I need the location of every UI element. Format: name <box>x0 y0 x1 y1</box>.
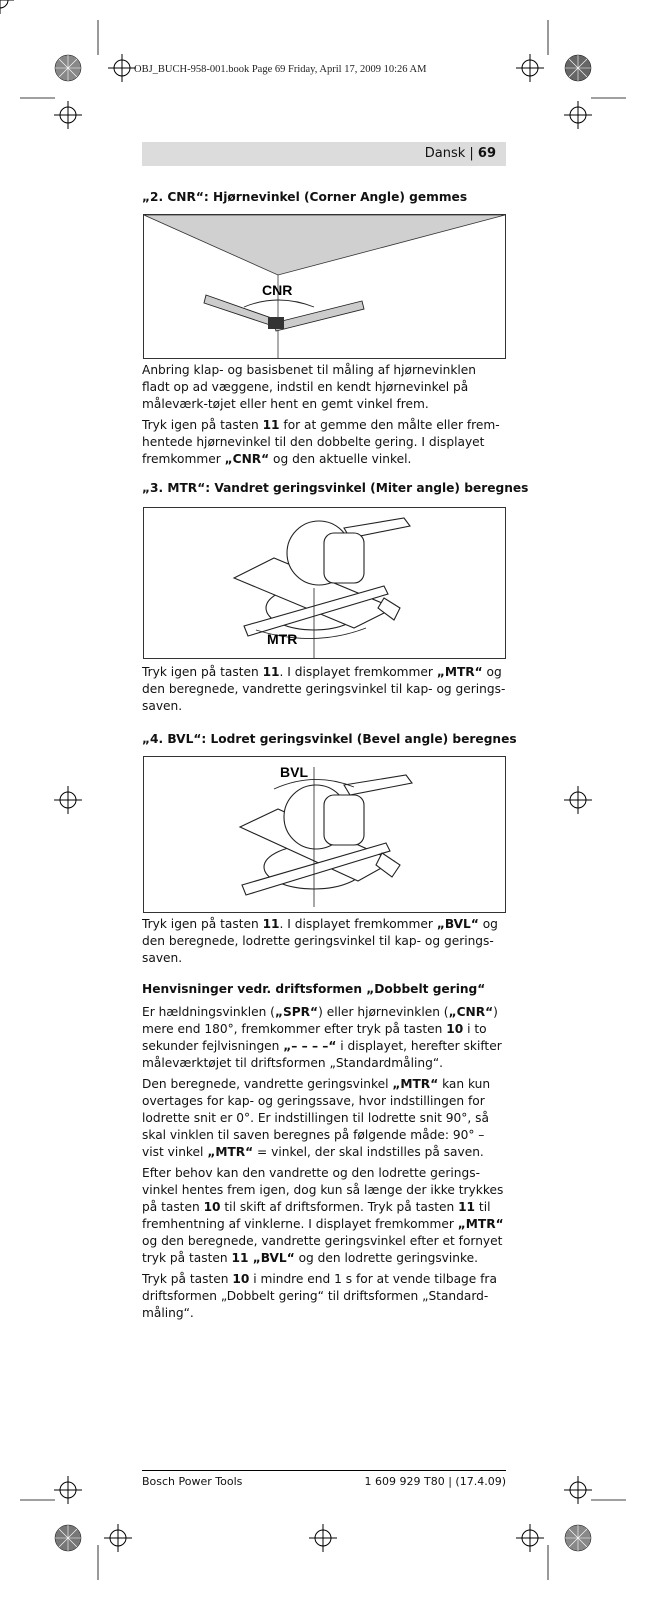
display-code: „MTR“ <box>392 1077 439 1091</box>
text: Tryk på tasten <box>142 1272 233 1286</box>
figure-mtr <box>143 507 506 659</box>
text: ) eller hjørnevinklen ( <box>318 1005 449 1019</box>
figure-label-cnr: CNR <box>262 282 293 298</box>
figure-cnr <box>143 214 506 359</box>
mtr-paragraph <box>142 664 506 715</box>
text: Efter behov kan den vandrette og den lodrette gerings-vinkel hentes frem igen, dog kun så længe der ikke trykkes på tasten <box>142 1166 504 1214</box>
text: Tryk igen på tasten <box>142 917 263 931</box>
section-bvl-body <box>142 916 506 971</box>
display-code: „SPR“ <box>274 1005 319 1019</box>
text: Er hældningsvinklen ( <box>142 1005 275 1019</box>
display-code: „MTR“ <box>457 1217 504 1231</box>
text: kan kun overtages for kap- og geringssave, hvor indstillingen for lodrette snit er 0°. Er indstillingen til lodrette snit 90°, så skal vinklen til saven beregnes på følgende måde: 90° – vist vinkel <box>142 1077 491 1159</box>
figure-label-bvl: BVL <box>280 764 308 780</box>
text: Tryk igen på tasten <box>142 418 263 432</box>
display-code: „BVL“ <box>248 1251 295 1265</box>
text: til skift af driftsformen. Tryk på tasten <box>220 1200 459 1214</box>
text: . I displayet fremkommer <box>279 917 437 931</box>
figure-label-mtr: MTR <box>267 631 298 647</box>
section-notes-body <box>142 1004 506 1326</box>
text: og den beregnede, lodrette geringsvinkel til kap- og gerings-saven. <box>142 917 498 965</box>
footer-rule <box>142 1470 506 1471</box>
section-title-cnr: „2. CNR“: Hjørnevinkel (Corner Angle) gemmes <box>142 190 468 204</box>
text: ) mere end 180°, fremkommer efter tryk på tasten <box>142 1005 498 1036</box>
notes-paragraph-1 <box>142 1004 506 1072</box>
display-code: „MTR“ <box>207 1145 254 1159</box>
running-header <box>142 142 506 166</box>
text: og den aktuelle vinkel. <box>269 452 412 466</box>
bvl-paragraph <box>142 916 506 967</box>
key-ref: 11 <box>262 917 280 931</box>
key-ref: 11 <box>262 418 280 432</box>
section-cnr-body <box>142 362 506 472</box>
notes-paragraph-2 <box>142 1076 506 1161</box>
display-code: „MTR“ <box>436 665 483 679</box>
key-ref: 11 <box>231 1251 249 1265</box>
print-header: OBJ_BUCH-958-001.book Page 69 Friday, April 17, 2009 10:26 AM <box>134 64 427 75</box>
key-ref: 10 <box>203 1200 221 1214</box>
key-ref: 11 <box>262 665 280 679</box>
key-ref: 10 <box>446 1022 464 1036</box>
text: i to sekunder fejlvisningen <box>142 1022 487 1053</box>
text: for at gemme den målte eller frem-hentede hjørnevinkel til den dobbelte gering. I displayet fremkommer <box>142 418 500 466</box>
header-language: Dansk | <box>424 146 478 161</box>
notes-paragraph-3 <box>142 1165 506 1267</box>
cnr-paragraph-1: Anbring klap- og basisbenet til måling af hjørnevinklen fladt op ad væggene, indstil en kendt hjørnevinkel på måleværk-tøjet eller hent en gemt vinkel frem. <box>142 363 476 411</box>
section-title-bvl: „4. BVL“: Lodret geringsvinkel (Bevel angle) beregnes <box>142 732 517 746</box>
footer-doc-id: 1 609 929 T80 | (17.4.09) <box>364 1475 506 1488</box>
page-number: 69 <box>477 146 496 161</box>
text: og den lodrette geringsvinke. <box>294 1251 479 1265</box>
text: og den beregnede, vandrette geringsvinkel efter et fornyet tryk på tasten <box>142 1234 503 1265</box>
key-ref: 11 <box>458 1200 476 1214</box>
text: Tryk igen på tasten <box>142 665 263 679</box>
section-title-mtr: „3. MTR“: Vandret geringsvinkel (Miter angle) beregnes <box>142 481 529 495</box>
display-code: „CNR“ <box>224 452 270 466</box>
display-code: „BVL“ <box>436 917 479 931</box>
text: Den beregnede, vandrette geringsvinkel <box>142 1077 393 1091</box>
figure-bvl <box>143 756 506 913</box>
footer-publisher: Bosch Power Tools <box>142 1475 243 1488</box>
section-mtr-body <box>142 664 506 719</box>
section-title-notes: Henvisninger vedr. driftsformen „Dobbelt gering“ <box>142 982 486 996</box>
text: og den beregnede, vandrette geringsvinkel til kap- og gerings-saven. <box>142 665 506 713</box>
cnr-paragraph-2 <box>142 417 506 468</box>
text: = vinkel, der skal indstilles på saven. <box>253 1145 484 1159</box>
text: til fremhentning af vinklerne. I displayet fremkommer <box>142 1200 491 1231</box>
text: i displayet, herefter skifter måleværktøjet til driftsformen „Standardmåling“. <box>142 1039 502 1070</box>
display-code: „– – – –“ <box>283 1039 337 1053</box>
key-ref: 10 <box>232 1272 250 1286</box>
text: . I displayet fremkommer <box>279 665 437 679</box>
display-code: „CNR“ <box>448 1005 494 1019</box>
notes-paragraph-4 <box>142 1271 506 1322</box>
text: i mindre end 1 s for at vende tilbage fra driftsformen „Dobbelt gering“ til driftsformen „Standard-måling“. <box>142 1272 497 1320</box>
